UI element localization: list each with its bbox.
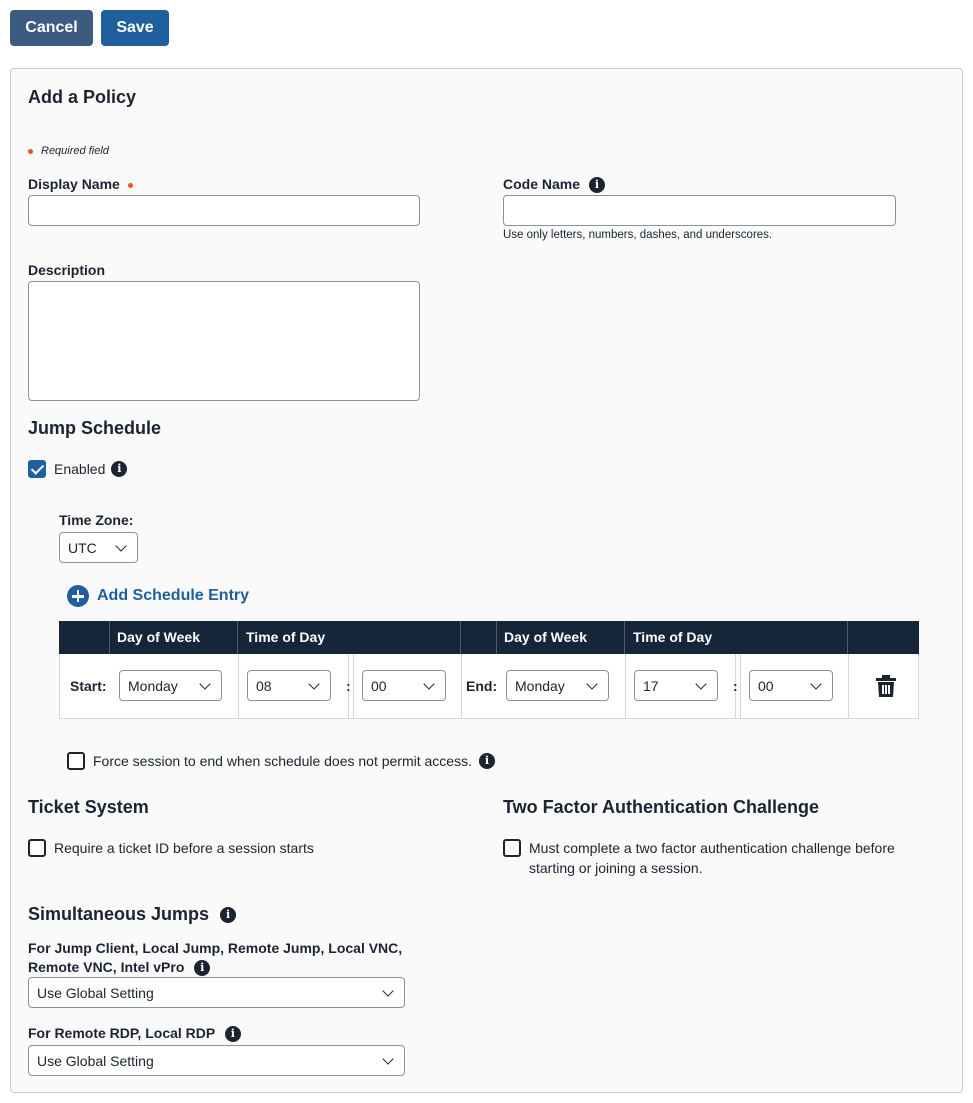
rdp-value: Use Global Setting — [37, 1052, 154, 1069]
time-zone-value: UTC — [68, 539, 97, 556]
rdp-select[interactable] — [28, 1045, 405, 1076]
code-name-label — [503, 176, 605, 193]
start-hour-value: 08 — [256, 677, 272, 694]
plus-circle-icon — [67, 585, 89, 607]
ticket-checkbox-label: Require a ticket ID before a session starts — [54, 840, 314, 856]
chevron-down-icon — [586, 678, 597, 689]
info-icon[interactable]: i — [220, 907, 236, 923]
chevron-down-icon — [199, 678, 210, 689]
simultaneous-jumps-title-text: Simultaneous Jumps — [28, 904, 210, 924]
save-button[interactable]: Save — [101, 10, 169, 46]
time-zone-label: Time Zone: — [59, 512, 134, 528]
end-minute-select[interactable] — [749, 670, 833, 701]
chevron-down-icon — [695, 678, 706, 689]
chevron-down-icon — [382, 985, 393, 996]
info-icon[interactable]: i — [194, 960, 210, 976]
required-dot-icon — [28, 149, 33, 154]
jump-client-label-line2: Remote VNC, Intel vPro — [28, 959, 185, 975]
toolbar — [10, 10, 169, 46]
ticket-checkbox[interactable] — [28, 839, 46, 857]
display-name-label-text: Display Name — [28, 176, 120, 192]
end-day-value: Monday — [515, 677, 565, 694]
two-factor-label-line2: starting or joining a session. — [529, 860, 703, 876]
chevron-down-icon — [308, 678, 319, 689]
two-factor-row — [503, 839, 895, 878]
start-minute-value: 00 — [371, 677, 387, 694]
chevron-down-icon — [423, 678, 434, 689]
column-header-time-of-day: Time of Day — [246, 629, 326, 645]
force-end-row — [67, 752, 495, 770]
two-factor-title: Two Factor Authentication Challenge — [503, 797, 820, 817]
page-title: Add a Policy — [28, 87, 137, 107]
enabled-label: Enabled — [54, 461, 106, 477]
end-hour-value: 17 — [643, 677, 659, 694]
cancel-button[interactable]: Cancel — [10, 10, 93, 46]
chevron-down-icon — [115, 540, 126, 551]
info-icon[interactable]: i — [111, 461, 127, 477]
force-end-label: Force session to end when schedule does not permit access. — [93, 753, 472, 769]
info-icon[interactable]: i — [589, 177, 605, 193]
chevron-down-icon — [382, 1053, 393, 1064]
add-schedule-entry-button[interactable] — [67, 585, 249, 607]
start-hour-select[interactable] — [247, 670, 331, 701]
end-label: End: — [466, 678, 498, 694]
time-zone-select[interactable] — [59, 532, 138, 563]
ticket-system-title: Ticket System — [28, 797, 149, 817]
column-header-time-of-day: Time of Day — [633, 629, 713, 645]
required-note — [28, 145, 109, 157]
display-name-input[interactable] — [28, 195, 420, 226]
code-name-input[interactable] — [503, 195, 896, 226]
jump-client-value: Use Global Setting — [37, 984, 154, 1001]
time-colon: : — [346, 678, 351, 694]
start-label: Start: — [70, 678, 107, 694]
display-name-label — [28, 176, 133, 192]
info-icon[interactable]: i — [225, 1026, 241, 1042]
time-colon: : — [733, 678, 738, 694]
rdp-label — [28, 1025, 241, 1042]
end-hour-select[interactable] — [634, 670, 718, 701]
end-minute-value: 00 — [758, 677, 774, 694]
schedule-table-header — [59, 621, 919, 654]
end-day-select[interactable] — [506, 670, 609, 701]
start-day-value: Monday — [128, 677, 178, 694]
jump-client-label-line1: For Jump Client, Local Jump, Remote Jump, Local VNC, — [28, 940, 403, 956]
schedule-entry-row — [59, 654, 919, 719]
simultaneous-jumps-title — [28, 904, 236, 925]
enabled-checkbox[interactable] — [28, 460, 46, 478]
trash-icon[interactable] — [876, 675, 896, 697]
code-name-label-text: Code Name — [503, 176, 581, 192]
code-name-hint: Use only letters, numbers, dashes, and underscores. — [503, 229, 773, 241]
chevron-down-icon — [810, 678, 821, 689]
two-factor-checkbox[interactable] — [503, 839, 521, 857]
column-header-day-of-week: Day of Week — [117, 629, 200, 645]
description-label: Description — [28, 262, 106, 278]
jump-client-label — [28, 939, 402, 977]
info-icon[interactable]: i — [479, 753, 495, 769]
start-day-select[interactable] — [119, 670, 222, 701]
ticket-row — [28, 839, 314, 857]
jump-client-select[interactable] — [28, 977, 405, 1008]
enabled-row — [28, 460, 127, 478]
jump-schedule-title: Jump Schedule — [28, 418, 162, 438]
start-minute-select[interactable] — [362, 670, 446, 701]
two-factor-checkbox-label — [529, 838, 895, 878]
rdp-label-text: For Remote RDP, Local RDP — [28, 1025, 215, 1041]
column-header-day-of-week: Day of Week — [504, 629, 587, 645]
required-dot-icon — [128, 183, 133, 188]
description-textarea[interactable] — [28, 281, 420, 401]
add-schedule-entry-label: Add Schedule Entry — [97, 587, 250, 604]
force-end-checkbox[interactable] — [67, 752, 85, 770]
required-note-text: Required field — [41, 145, 109, 157]
policy-form-panel — [10, 68, 963, 1093]
two-factor-label-line1: Must complete a two factor authentication challenge before — [529, 840, 895, 856]
